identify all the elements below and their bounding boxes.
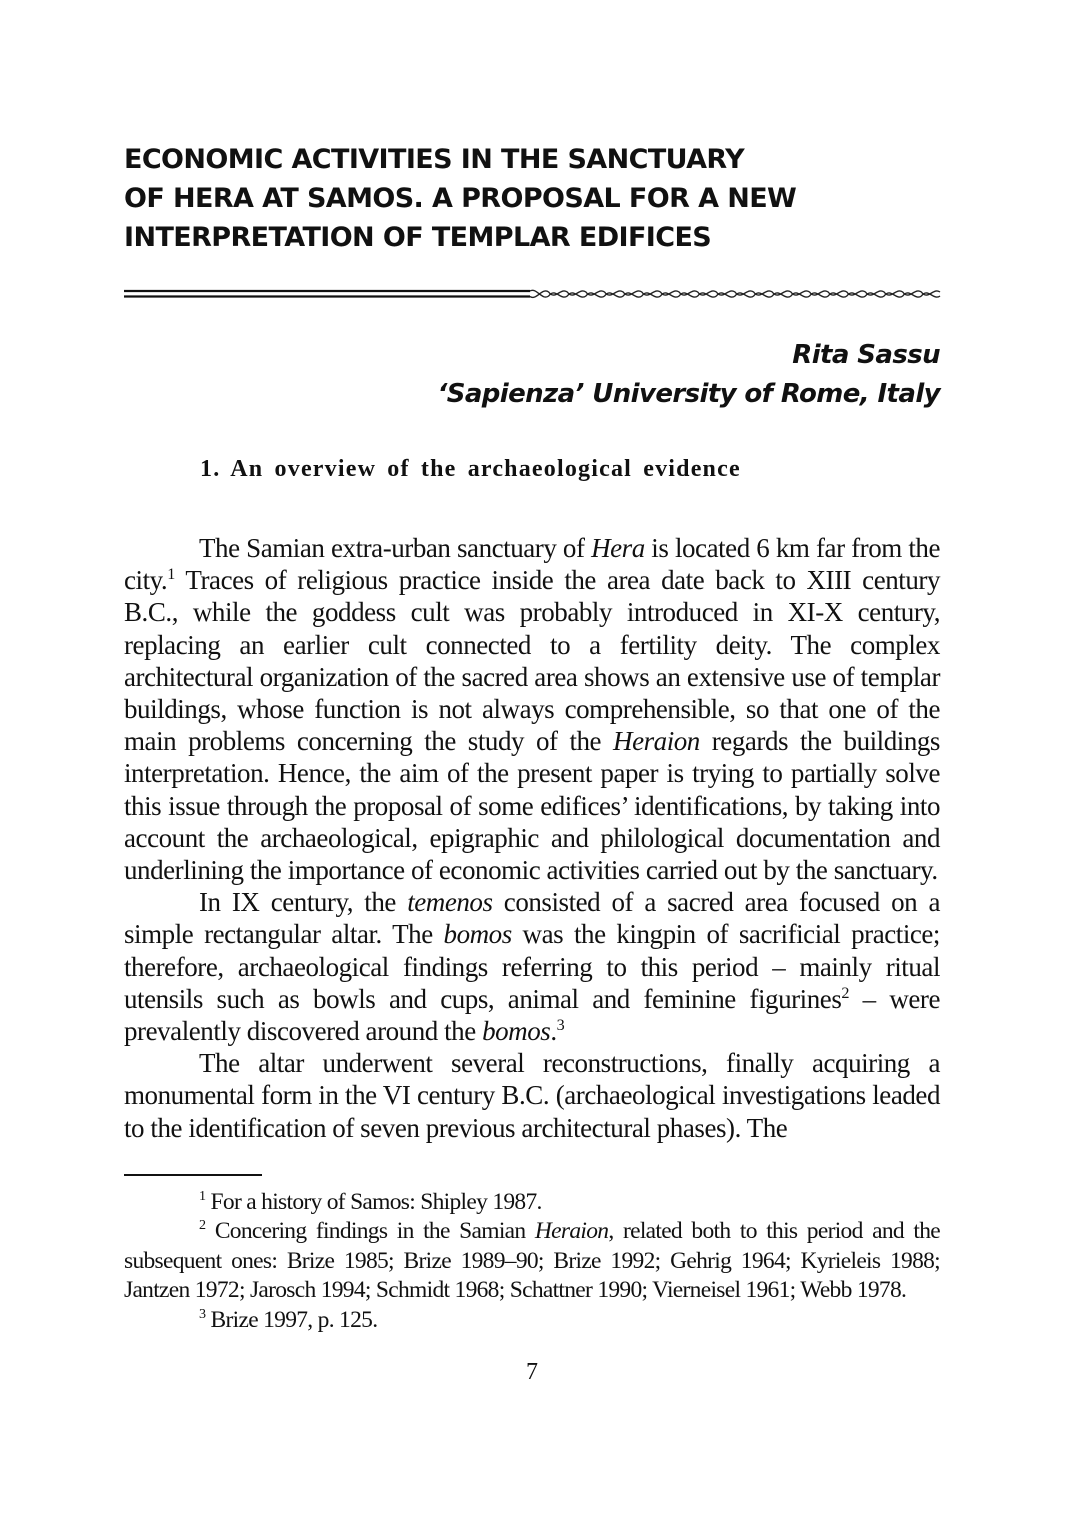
decorative-rule <box>124 284 944 304</box>
italic-text: temenos <box>407 887 493 918</box>
text-run: Traces of religious practice inside the area date back to XIII century B.C., while the goddess cult was probably introduced in XI-X century, replacing an earlier cult connected to a fertility deity. The complex architectural organization of the sacred area shows an extensive use of templar buildings, whose function is not always comprehensible, so that one of the main problems concerning the study of the <box>124 565 940 757</box>
body-text <box>124 532 940 1144</box>
section-heading: 1. An overview of the archaeological evidence <box>200 456 741 482</box>
text-run: Concering findings in the Samian <box>205 1218 535 1245</box>
text-run: , related both to this period and the subsequent ones: Brize 1985; Brize 1989–90; Brize 1992; Gehrig 1964; Kyrieleis 1988; Jantzen 1972; Jarosch 1994; Schmidt 1968; Schattner 1990; Vierneisel 1961; Webb 1978. <box>124 1218 940 1304</box>
footnote-ref: 2 <box>199 1217 206 1234</box>
text-run: For a history of Samos: Shipley 1987. <box>205 1188 542 1215</box>
footnote-ref: 3 <box>556 1016 565 1035</box>
italic-text: bomos <box>443 919 512 950</box>
author-block <box>437 336 940 414</box>
text-run: – were prevalently discovered around the <box>124 983 941 1047</box>
footnote-separator <box>124 1174 262 1176</box>
footnote-ref: 1 <box>199 1188 206 1205</box>
italic-text: bomos <box>482 1016 551 1047</box>
paragraph <box>124 532 940 886</box>
footnote <box>124 1188 940 1218</box>
title-line: INTERPRETATION OF TEMPLAR EDIFICES <box>124 222 712 253</box>
text-run: is located 6 km far from the city. <box>124 533 940 596</box>
text-run: The altar underwent several reconstructions, finally acquiring a monumental form in the VI century B.C. (archaeological investigations leaded to the identification of seven previous architectural phases). The <box>124 1048 940 1143</box>
footnote <box>124 1306 940 1336</box>
text-run: The Samian extra-urban sanctuary of <box>199 533 592 563</box>
text-run: In IX century, the <box>199 887 408 918</box>
italic-text: Hera <box>591 533 645 563</box>
footnotes <box>124 1188 940 1336</box>
author-name: Rita Sassu <box>792 340 940 370</box>
text-run: Brize 1997, p. 125. <box>205 1306 378 1333</box>
footnote-ref: 1 <box>167 565 175 584</box>
paragraph <box>124 1047 940 1144</box>
text-run: consisted of a sacred area focused on a simple rectangular altar. The <box>124 887 940 950</box>
title-line: OF HERA AT SAMOS. A PROPOSAL FOR A NEW <box>124 183 797 214</box>
article-title <box>124 140 944 257</box>
footnote <box>124 1217 940 1306</box>
page-number: 7 <box>526 1359 538 1386</box>
footnote-ref: 2 <box>841 983 850 1002</box>
page-flow <box>124 532 940 1387</box>
text-run: was the kingpin of sacrificial practice; therefore, archaeological findings referring to this period – mainly ritual utensils such as bowls and cups, animal and feminine figurines <box>124 919 940 1014</box>
author-affiliation: ‘Sapienza’ University of Rome, Italy <box>437 379 940 409</box>
text-run: regards the buildings interpretation. Hence, the aim of the present paper is trying to partially solve this issue through the proposal of some edifices’ identifications, by taking into account the archaeological, epigraphic and philological documentation and underlining the importance of economic activities carried out by the sanctuary. <box>124 726 940 886</box>
italic-text: Heraion <box>613 726 700 757</box>
text-run: . <box>550 1016 557 1047</box>
footnote-ref: 3 <box>199 1306 206 1323</box>
paragraph <box>124 886 940 1047</box>
italic-text: Heraion <box>534 1218 609 1245</box>
title-line: ECONOMIC ACTIVITIES IN THE SANCTUARY <box>124 144 745 175</box>
